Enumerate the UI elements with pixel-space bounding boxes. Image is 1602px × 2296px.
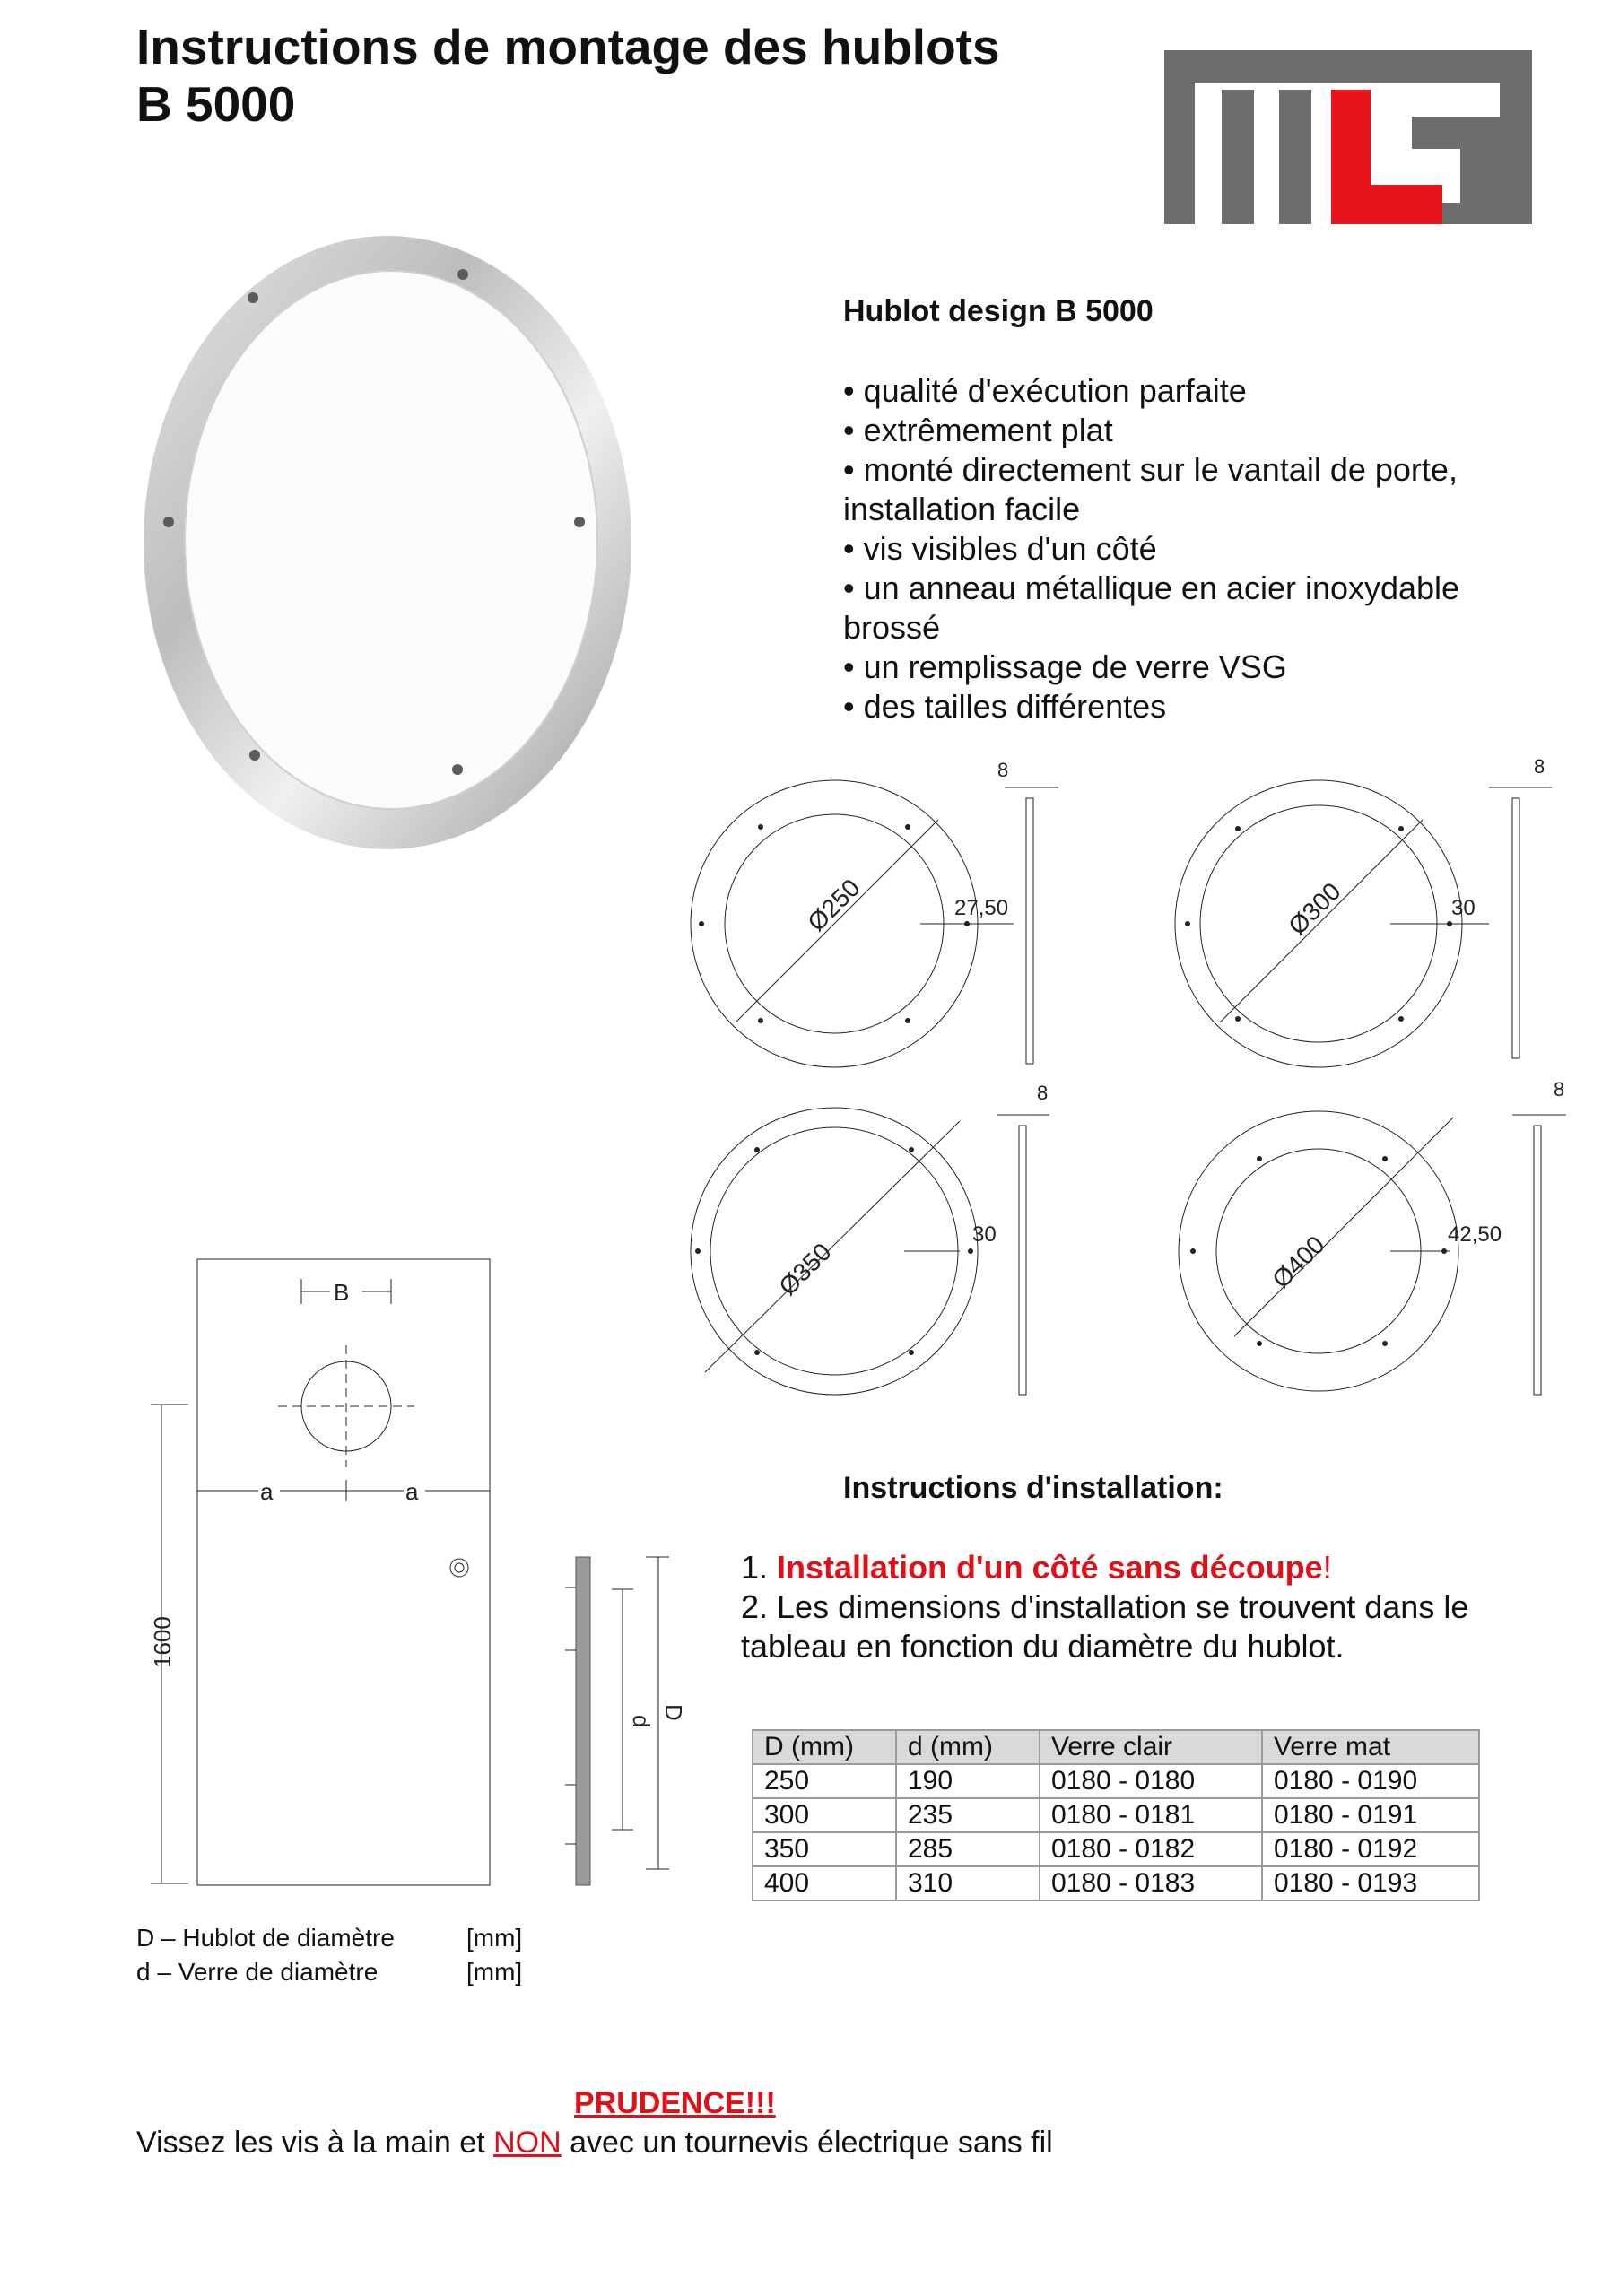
step-warning: Installation d'un côté sans découpe — [777, 1549, 1323, 1586]
diameter-label: Ø400 — [1267, 1230, 1330, 1294]
table-cell: 0180 - 0191 — [1262, 1798, 1479, 1832]
feature-item: installation facile — [843, 491, 1081, 527]
ring-width-label: 30 — [1451, 896, 1476, 920]
technical-drawings — [664, 744, 1602, 1408]
table-cell: 400 — [753, 1866, 896, 1900]
table-cell: 0180 - 0183 — [1040, 1866, 1262, 1900]
feature-item: • un remplissage de verre VSG — [843, 648, 1287, 685]
thickness-label: 8 — [997, 759, 1009, 781]
feature-item: • un anneau métallique en acier inoxydable — [843, 570, 1460, 606]
door-height-label: 1600 — [149, 1616, 176, 1668]
table-cell: 190 — [896, 1764, 1040, 1798]
column-header: Verre mat — [1262, 1730, 1479, 1764]
step-number: 1. — [741, 1549, 778, 1586]
company-logo — [1164, 50, 1536, 248]
feature-item: • extrêmement plat — [843, 412, 1113, 448]
thickness-label: 8 — [1534, 755, 1545, 778]
feature-list — [843, 371, 1459, 726]
table-cell: 235 — [896, 1798, 1040, 1832]
warning-text — [136, 2126, 1053, 2161]
table-row — [753, 1798, 1479, 1832]
column-header: d (mm) — [896, 1730, 1040, 1764]
legend-row — [136, 1921, 522, 1955]
label-a-left: a — [260, 1478, 274, 1505]
warning-text-after: avec un tournevis électrique sans fil — [561, 2126, 1053, 2160]
install-step-2-line-1: 2. Les dimensions d'installation se trouvent dans le — [741, 1588, 1469, 1625]
warning-title: PRUDENCE!!! — [574, 2086, 776, 2120]
legend-unit: [mm] — [466, 1924, 523, 1952]
step-exclamation: ! — [1322, 1549, 1332, 1586]
table-row — [753, 1866, 1479, 1900]
ring-width-label: 27,50 — [954, 896, 1009, 920]
table-cell: 285 — [896, 1832, 1040, 1866]
dimension-legend — [136, 1921, 522, 1989]
feature-item: • qualité d'exécution parfaite — [843, 372, 1247, 409]
table-cell: 0180 - 0182 — [1040, 1832, 1262, 1866]
title-line-1: Instructions de montage des hublots — [136, 19, 1000, 74]
drawing-250 — [691, 759, 1058, 1067]
drawing-300 — [1175, 755, 1552, 1067]
table-cell: 0180 - 0192 — [1262, 1832, 1479, 1866]
diameter-label: Ø300 — [1283, 876, 1346, 941]
table-cell: 0180 - 0181 — [1040, 1798, 1262, 1832]
feature-item: brossé — [843, 609, 941, 646]
install-step-2-line-2: tableau en fonction du diamètre du hublot. — [741, 1628, 1345, 1665]
install-steps — [741, 1548, 1468, 1666]
porthole-photo — [135, 206, 637, 861]
table-row — [753, 1832, 1479, 1866]
table-cell: 300 — [753, 1798, 896, 1832]
label-b: B — [334, 1279, 350, 1306]
label-a-right: a — [405, 1478, 419, 1505]
column-header: Verre clair — [1040, 1730, 1262, 1764]
drawing-400 — [1179, 1078, 1566, 1395]
column-header: D (mm) — [753, 1730, 896, 1764]
table-header-row — [753, 1730, 1479, 1764]
ring-width-label: 30 — [972, 1222, 997, 1247]
table-cell: 0180 - 0190 — [1262, 1764, 1479, 1798]
install-step-1 — [741, 1548, 1468, 1587]
diameter-label: Ø350 — [773, 1237, 837, 1301]
install-heading: Instructions d'installation: — [843, 1471, 1223, 1505]
table-cell: 350 — [753, 1832, 896, 1866]
feature-item: • monté directement sur le vantail de porte, — [843, 451, 1458, 488]
warning-non: NON — [493, 2126, 562, 2160]
warning-text-before: Vissez les vis à la main et — [136, 2126, 494, 2160]
thickness-label: 8 — [1037, 1082, 1049, 1104]
title-line-2: B 5000 — [136, 76, 296, 132]
legend-key: D – Hublot de diamètre — [136, 1924, 395, 1952]
diameter-label: Ø250 — [802, 873, 866, 937]
feature-item: • des tailles différentes — [843, 688, 1167, 725]
drawing-350 — [691, 1082, 1049, 1395]
table-cell: 310 — [896, 1866, 1040, 1900]
page-title — [136, 18, 1000, 133]
table-row — [753, 1764, 1479, 1798]
feature-item: • vis visibles d'un côté — [843, 530, 1157, 567]
legend-row — [136, 1955, 522, 1989]
label-d-big: D — [660, 1704, 687, 1721]
table-cell: 0180 - 0193 — [1262, 1866, 1479, 1900]
table-cell: 0180 - 0180 — [1040, 1764, 1262, 1798]
ring-width-label: 42,50 — [1448, 1222, 1502, 1247]
door-drawing — [144, 1256, 687, 1901]
label-d-small: d — [628, 1715, 655, 1728]
table-cell: 250 — [753, 1764, 896, 1798]
thickness-label: 8 — [1554, 1078, 1565, 1100]
legend-unit: [mm] — [466, 1958, 523, 1986]
dimension-table — [752, 1729, 1480, 1901]
legend-key: d – Verre de diamètre — [136, 1958, 379, 1986]
product-heading: Hublot design B 5000 — [843, 294, 1154, 328]
